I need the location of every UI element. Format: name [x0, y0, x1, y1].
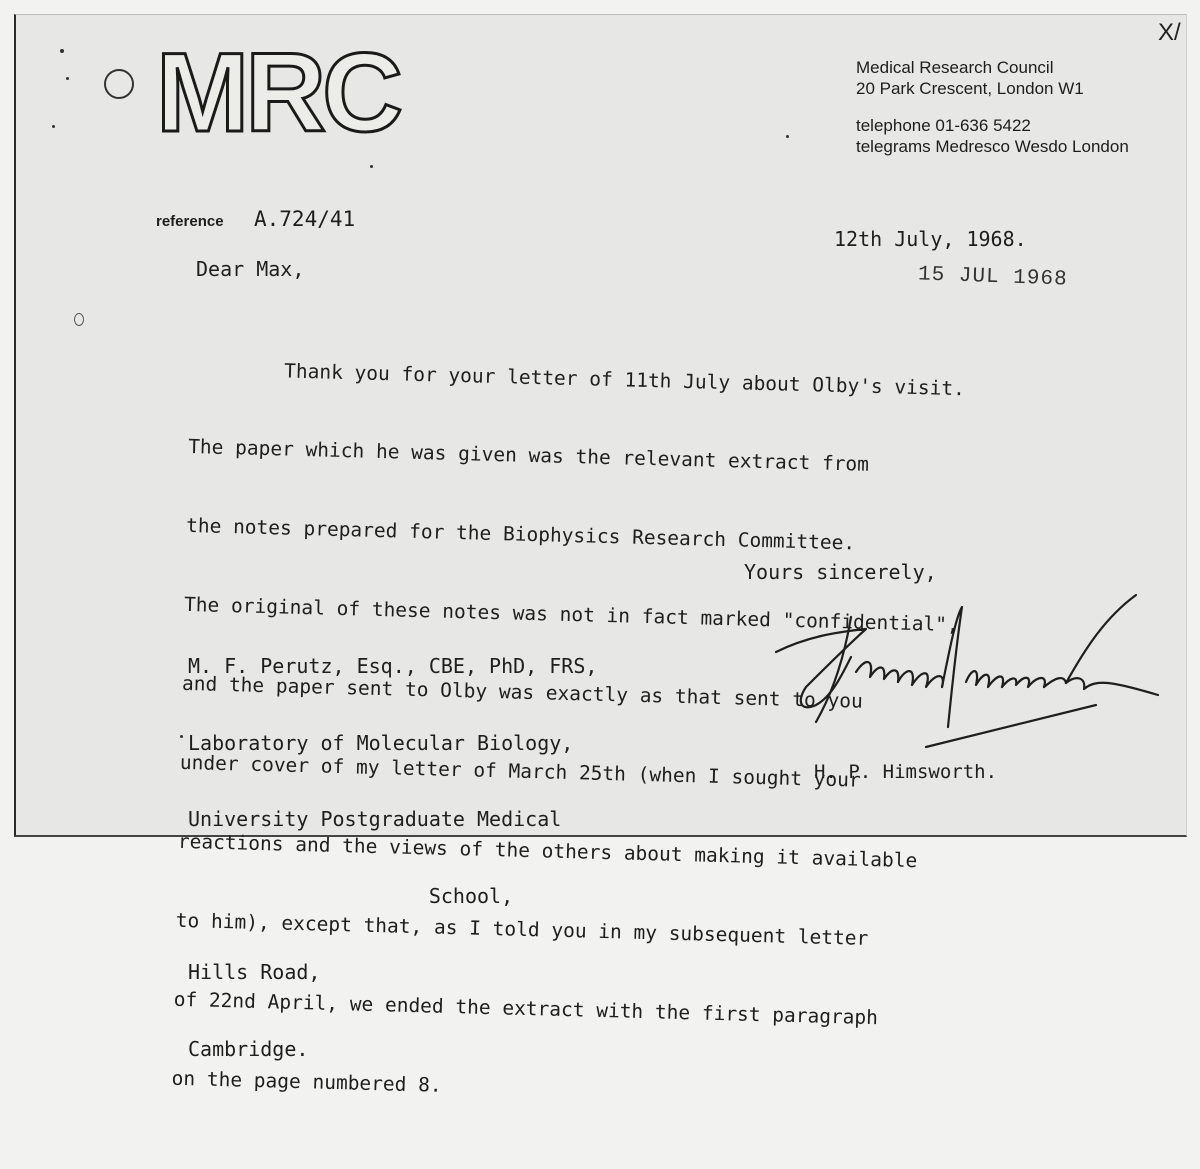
body-line: of 22nd April, we ended the extract with the first paragraph [173, 987, 879, 1029]
salutation: Dear Max, [196, 257, 305, 281]
body-line: The paper which he was given was the relevant extract from [187, 435, 870, 477]
recipient-line: Cambridge. [188, 1036, 309, 1061]
closing: Yours sincerely, [744, 560, 937, 584]
letter-page [14, 14, 1187, 1097]
telephone-line: telephone 01-636 5422 [856, 116, 1031, 135]
body-line: the notes prepared for the Biophysics Research Committee. [185, 514, 856, 555]
reference-value: A.724/41 [254, 207, 356, 231]
recipient-line: University Postgraduate Medical [188, 807, 562, 831]
punch-hole [104, 69, 134, 99]
recipient-address [188, 603, 597, 1113]
handwritten-signature [766, 587, 1166, 757]
paper-speck [786, 135, 789, 138]
paper-speck [180, 735, 183, 738]
recipient-line: Laboratory of Molecular Biology, [188, 730, 574, 755]
body-line: to him), except that, as I told you in my subsequent letter [175, 908, 869, 950]
recipient-line: School, [188, 883, 514, 908]
body-line: Thank you for your letter of 11th July about Olby's visit. [189, 356, 966, 400]
recipient-line: Hills Road, [188, 960, 321, 984]
signer-name: H. P. Himsworth. [814, 761, 998, 783]
corner-annotation: X/ [1158, 19, 1181, 46]
body-line: under cover of my letter of March 25th (when I sought your [179, 750, 861, 792]
address-line-organisation: Medical Research Council [856, 58, 1054, 77]
body-line: and the paper sent to Olby was exactly as that sent to you [181, 672, 864, 713]
paper-speck [52, 125, 55, 128]
paper-speck [370, 165, 373, 168]
telegrams-line: telegrams Medresco Wesdo London [856, 137, 1129, 156]
paper-speck [60, 49, 64, 53]
reference-label: reference [156, 213, 224, 230]
received-date-stamp: 15 JUL 1968 [917, 263, 1068, 292]
mrc-logo: MRC [156, 30, 400, 155]
punch-hole-small [74, 313, 84, 326]
body-line: The original of these notes was not in fact marked "confidential", [183, 593, 959, 637]
letterhead-address [856, 57, 1129, 157]
body-line: reactions and the views of the others about making it available [177, 829, 918, 873]
letter-date: 12th July, 1968. [834, 227, 1027, 251]
address-line-street: 20 Park Crescent, London W1 [856, 79, 1084, 98]
recipient-line: M. F. Perutz, Esq., CBE, PhD, FRS, [188, 654, 598, 678]
paper-speck [66, 77, 69, 80]
body-line: on the page numbered 8. [171, 1066, 442, 1097]
